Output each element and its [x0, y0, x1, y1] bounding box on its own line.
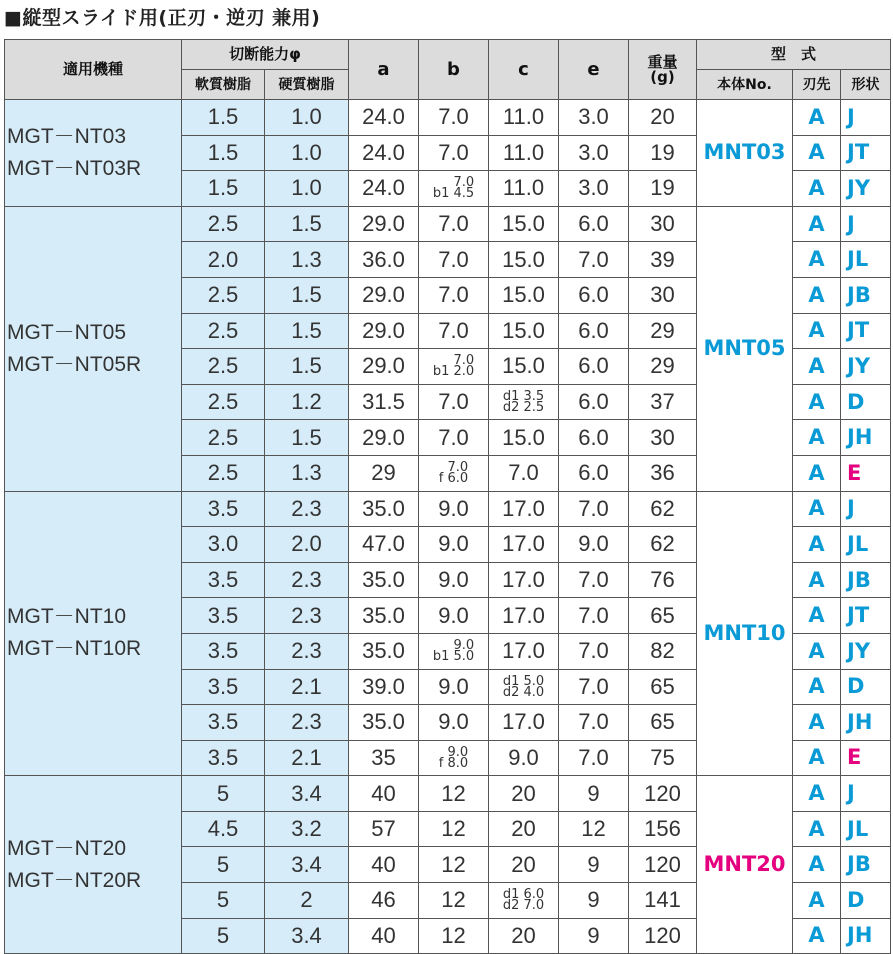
b-cell: 9.0 [419, 527, 489, 563]
weight-cell: 156 [629, 811, 697, 847]
a-cell: 35.0 [349, 633, 419, 669]
blade-cell: A [793, 669, 841, 705]
c-cell: d1 3.5 d2 2.5 [489, 384, 559, 420]
header-weight-label: 重量 [647, 52, 678, 71]
header-e: e [559, 40, 629, 100]
machine-cell [5, 100, 182, 207]
a-cell: 40 [349, 776, 419, 812]
c-cell: 15.0 [489, 277, 559, 313]
weight-cell: 62 [629, 527, 697, 563]
header-body-no: 本体No. [697, 70, 793, 100]
blade-cell: A [793, 277, 841, 313]
e-cell: 7.0 [559, 491, 629, 527]
blade-cell: A [793, 633, 841, 669]
machine-cell [5, 206, 182, 491]
a-cell: 29 [349, 455, 419, 491]
b-cell: 7.0 [419, 384, 489, 420]
shape-cell: D [841, 669, 891, 705]
b-cell: 7.0 [419, 206, 489, 242]
hard-resin-cell: 2.0 [265, 527, 349, 563]
shape-cell: JT [841, 313, 891, 349]
weight-cell: 30 [629, 206, 697, 242]
header-weight-unit: (g) [650, 67, 675, 86]
blade-cell: A [793, 527, 841, 563]
weight-cell: 120 [629, 918, 697, 954]
shape-cell: J [841, 206, 891, 242]
shape-cell: D [841, 384, 891, 420]
hard-resin-cell: 1.0 [265, 135, 349, 171]
shape-cell: JY [841, 171, 891, 207]
blade-cell: A [793, 206, 841, 242]
shape-cell: J [841, 491, 891, 527]
blade-cell: A [793, 776, 841, 812]
soft-resin-cell: 3.5 [182, 669, 265, 705]
e-cell: 6.0 [559, 455, 629, 491]
e-cell: 6.0 [559, 206, 629, 242]
b-cell: 9.0 [419, 491, 489, 527]
c-cell: 17.0 [489, 527, 559, 563]
hard-resin-cell: 3.4 [265, 776, 349, 812]
a-cell: 29.0 [349, 277, 419, 313]
b-cell: 9.0 [419, 705, 489, 741]
e-cell: 7.0 [559, 562, 629, 598]
hard-resin-cell: 1.0 [265, 171, 349, 207]
b-cell: 7.0 [419, 277, 489, 313]
blade-cell: A [793, 598, 841, 634]
b-cell: 12 [419, 776, 489, 812]
weight-cell: 20 [629, 100, 697, 136]
soft-resin-cell: 3.5 [182, 740, 265, 776]
a-cell: 35 [349, 740, 419, 776]
a-cell: 47.0 [349, 527, 419, 563]
table-row [5, 491, 891, 527]
shape-cell: JT [841, 598, 891, 634]
e-cell: 7.0 [559, 633, 629, 669]
shape-cell: JT [841, 135, 891, 171]
a-cell: 29.0 [349, 349, 419, 385]
hard-resin-cell: 2.1 [265, 669, 349, 705]
hard-resin-cell: 3.2 [265, 811, 349, 847]
table-row [5, 100, 891, 136]
b-cell: 7.0 [419, 420, 489, 456]
machine-name: MGT－NT20R [7, 868, 142, 892]
c-cell: 17.0 [489, 562, 559, 598]
shape-cell: JY [841, 633, 891, 669]
a-cell: 29.0 [349, 313, 419, 349]
e-cell: 9 [559, 776, 629, 812]
e-cell: 9 [559, 918, 629, 954]
b-cell: 7.0 b1 4.5 [419, 171, 489, 207]
c-cell: 20 [489, 847, 559, 883]
weight-cell: 30 [629, 277, 697, 313]
body-model-cell: MNT03 [697, 100, 793, 207]
b-cell: 9.0 b1 5.0 [419, 633, 489, 669]
body-model-cell: MNT20 [697, 776, 793, 954]
blade-cell: A [793, 883, 841, 919]
b-cell: 9.0 [419, 598, 489, 634]
c-cell: 15.0 [489, 313, 559, 349]
header-blade: 刃先 [793, 70, 841, 100]
e-cell: 7.0 [559, 705, 629, 741]
shape-cell: E [841, 740, 891, 776]
soft-resin-cell: 3.5 [182, 633, 265, 669]
blade-cell: A [793, 811, 841, 847]
shape-cell: JL [841, 527, 891, 563]
hard-resin-cell: 3.4 [265, 847, 349, 883]
shape-cell: JB [841, 277, 891, 313]
e-cell: 7.0 [559, 242, 629, 278]
soft-resin-cell: 3.5 [182, 705, 265, 741]
hard-resin-cell: 2.3 [265, 705, 349, 741]
shape-cell: JB [841, 562, 891, 598]
soft-resin-cell: 4.5 [182, 811, 265, 847]
shape-cell: J [841, 776, 891, 812]
c-cell: 11.0 [489, 171, 559, 207]
hard-resin-cell: 2.1 [265, 740, 349, 776]
weight-cell: 76 [629, 562, 697, 598]
a-cell: 31.5 [349, 384, 419, 420]
e-cell: 6.0 [559, 277, 629, 313]
a-cell: 29.0 [349, 420, 419, 456]
weight-cell: 82 [629, 633, 697, 669]
page-title: ■縦型スライド用(正刃・逆刃 兼用) [4, 7, 321, 29]
e-cell: 9 [559, 847, 629, 883]
machine-name: MGT－NT03R [7, 156, 142, 180]
hard-resin-cell: 1.3 [265, 242, 349, 278]
blade-cell: A [793, 420, 841, 456]
table-row [5, 776, 891, 812]
c-cell: 20 [489, 918, 559, 954]
weight-cell: 19 [629, 171, 697, 207]
e-cell: 9.0 [559, 527, 629, 563]
c-cell: 9.0 [489, 740, 559, 776]
c-cell: 17.0 [489, 705, 559, 741]
header-type: 型 式 [697, 40, 891, 70]
blade-cell: A [793, 740, 841, 776]
b-cell: 12 [419, 811, 489, 847]
c-cell: 15.0 [489, 242, 559, 278]
soft-resin-cell: 2.5 [182, 349, 265, 385]
hard-resin-cell: 2.3 [265, 491, 349, 527]
c-cell: d1 5.0 d2 4.0 [489, 669, 559, 705]
header-a: a [349, 40, 419, 100]
blade-cell: A [793, 705, 841, 741]
soft-resin-cell: 5 [182, 918, 265, 954]
machine-cell [5, 491, 182, 776]
blade-cell: A [793, 349, 841, 385]
e-cell: 7.0 [559, 669, 629, 705]
a-cell: 40 [349, 918, 419, 954]
soft-resin-cell: 1.5 [182, 100, 265, 136]
hard-resin-cell: 1.5 [265, 349, 349, 385]
c-cell: 7.0 [489, 455, 559, 491]
machine-name: MGT－NT10R [7, 637, 142, 661]
weight-cell: 37 [629, 384, 697, 420]
e-cell: 3.0 [559, 100, 629, 136]
c-cell: 20 [489, 776, 559, 812]
weight-cell: 120 [629, 776, 697, 812]
header-machine: 適用機種 [5, 40, 182, 100]
a-cell: 46 [349, 883, 419, 919]
header-cutting: 切断能力φ [182, 40, 349, 70]
shape-cell: D [841, 883, 891, 919]
soft-resin-cell: 1.5 [182, 171, 265, 207]
header-weight [629, 40, 697, 100]
shape-cell: JL [841, 242, 891, 278]
a-cell: 24.0 [349, 135, 419, 171]
blade-cell: A [793, 384, 841, 420]
soft-resin-cell: 3.5 [182, 491, 265, 527]
b-cell: 9.0 [419, 669, 489, 705]
b-cell: 12 [419, 883, 489, 919]
blade-cell: A [793, 847, 841, 883]
b-cell: 7.0 b1 2.0 [419, 349, 489, 385]
shape-cell: JL [841, 811, 891, 847]
c-cell: 11.0 [489, 135, 559, 171]
header-b: b [419, 40, 489, 100]
hard-resin-cell: 2.3 [265, 562, 349, 598]
c-cell: 17.0 [489, 598, 559, 634]
e-cell: 6.0 [559, 313, 629, 349]
b-cell: 7.0 f 6.0 [419, 455, 489, 491]
shape-cell: JH [841, 918, 891, 954]
b-cell: 12 [419, 918, 489, 954]
a-cell: 39.0 [349, 669, 419, 705]
blade-cell: A [793, 242, 841, 278]
soft-resin-cell: 2.5 [182, 455, 265, 491]
c-cell: 15.0 [489, 349, 559, 385]
blade-cell: A [793, 135, 841, 171]
blade-cell: A [793, 918, 841, 954]
e-cell: 3.0 [559, 135, 629, 171]
weight-cell: 29 [629, 349, 697, 385]
e-cell: 9 [559, 883, 629, 919]
hard-resin-cell: 2 [265, 883, 349, 919]
blade-cell: A [793, 100, 841, 136]
hard-resin-cell: 3.4 [265, 918, 349, 954]
machine-name: MGT－NT10 [7, 605, 127, 629]
shape-cell: JB [841, 847, 891, 883]
a-cell: 24.0 [349, 171, 419, 207]
a-cell: 29.0 [349, 206, 419, 242]
machine-name: MGT－NT05 [7, 320, 127, 344]
a-cell: 35.0 [349, 598, 419, 634]
e-cell: 3.0 [559, 171, 629, 207]
e-cell: 7.0 [559, 598, 629, 634]
a-cell: 57 [349, 811, 419, 847]
c-cell: 20 [489, 811, 559, 847]
soft-resin-cell: 3.5 [182, 598, 265, 634]
b-cell: 7.0 [419, 100, 489, 136]
hard-resin-cell: 1.0 [265, 100, 349, 136]
shape-cell: JY [841, 349, 891, 385]
c-cell: d1 6.0 d2 7.0 [489, 883, 559, 919]
a-cell: 40 [349, 847, 419, 883]
body-model-cell: MNT10 [697, 491, 793, 776]
c-cell: 17.0 [489, 491, 559, 527]
weight-cell: 39 [629, 242, 697, 278]
weight-cell: 65 [629, 669, 697, 705]
weight-cell: 65 [629, 598, 697, 634]
soft-resin-cell: 3.0 [182, 527, 265, 563]
b-cell: 7.0 [419, 313, 489, 349]
blade-cell: A [793, 491, 841, 527]
hard-resin-cell: 1.5 [265, 277, 349, 313]
e-cell: 6.0 [559, 384, 629, 420]
weight-cell: 65 [629, 705, 697, 741]
weight-cell: 19 [629, 135, 697, 171]
b-cell: 7.0 [419, 135, 489, 171]
header-c: c [489, 40, 559, 100]
b-cell: 12 [419, 847, 489, 883]
b-cell: 9.0 f 8.0 [419, 740, 489, 776]
header-soft: 軟質樹脂 [182, 70, 265, 100]
body-model-cell: MNT05 [697, 206, 793, 491]
weight-cell: 75 [629, 740, 697, 776]
weight-cell: 30 [629, 420, 697, 456]
hard-resin-cell: 1.3 [265, 455, 349, 491]
blade-cell: A [793, 313, 841, 349]
e-cell: 12 [559, 811, 629, 847]
hard-resin-cell: 2.3 [265, 633, 349, 669]
a-cell: 35.0 [349, 491, 419, 527]
e-cell: 6.0 [559, 349, 629, 385]
c-cell: 15.0 [489, 420, 559, 456]
a-cell: 36.0 [349, 242, 419, 278]
soft-resin-cell: 2.5 [182, 420, 265, 456]
b-cell: 7.0 [419, 242, 489, 278]
shape-cell: J [841, 100, 891, 136]
spec-table [4, 39, 891, 954]
e-cell: 6.0 [559, 420, 629, 456]
hard-resin-cell: 1.5 [265, 420, 349, 456]
blade-cell: A [793, 562, 841, 598]
hard-resin-cell: 2.3 [265, 598, 349, 634]
shape-cell: E [841, 455, 891, 491]
soft-resin-cell: 5 [182, 883, 265, 919]
machine-name: MGT－NT03 [7, 124, 127, 148]
a-cell: 35.0 [349, 562, 419, 598]
weight-cell: 120 [629, 847, 697, 883]
weight-cell: 36 [629, 455, 697, 491]
blade-cell: A [793, 455, 841, 491]
hard-resin-cell: 1.5 [265, 206, 349, 242]
soft-resin-cell: 2.5 [182, 206, 265, 242]
machine-name: MGT－NT05R [7, 352, 142, 376]
machine-name: MGT－NT20 [7, 836, 127, 860]
soft-resin-cell: 2.5 [182, 313, 265, 349]
soft-resin-cell: 5 [182, 776, 265, 812]
header-shape: 形状 [841, 70, 891, 100]
a-cell: 35.0 [349, 705, 419, 741]
soft-resin-cell: 5 [182, 847, 265, 883]
soft-resin-cell: 1.5 [182, 135, 265, 171]
b-cell: 9.0 [419, 562, 489, 598]
soft-resin-cell: 2.5 [182, 384, 265, 420]
c-cell: 17.0 [489, 633, 559, 669]
a-cell: 24.0 [349, 100, 419, 136]
blade-cell: A [793, 171, 841, 207]
shape-cell: JH [841, 705, 891, 741]
weight-cell: 29 [629, 313, 697, 349]
soft-resin-cell: 3.5 [182, 562, 265, 598]
c-cell: 11.0 [489, 100, 559, 136]
weight-cell: 141 [629, 883, 697, 919]
hard-resin-cell: 1.5 [265, 313, 349, 349]
header-hard: 硬質樹脂 [265, 70, 349, 100]
hard-resin-cell: 1.2 [265, 384, 349, 420]
soft-resin-cell: 2.5 [182, 277, 265, 313]
machine-cell [5, 776, 182, 954]
e-cell: 7.0 [559, 740, 629, 776]
table-row [5, 206, 891, 242]
shape-cell: JH [841, 420, 891, 456]
c-cell: 15.0 [489, 206, 559, 242]
soft-resin-cell: 2.0 [182, 242, 265, 278]
weight-cell: 62 [629, 491, 697, 527]
